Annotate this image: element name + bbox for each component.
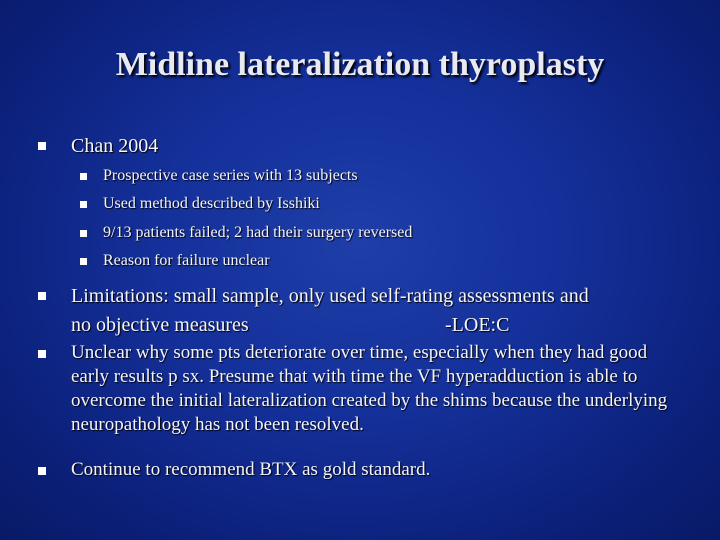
sub-bullet-square-icon <box>80 201 87 208</box>
sub-bullet-case-series: Prospective case series with 13 subjects <box>103 167 358 184</box>
bullet-unclear-line3: overcome the initial lateralization created by the shims because the underlying <box>71 390 668 411</box>
slide-title: Midline lateralization thyroplasty <box>115 46 605 83</box>
sub-bullet-square-icon <box>80 258 87 265</box>
bullet-square-icon <box>38 292 46 300</box>
bullet-limitations-line1: Limitations: small sample, only used self-rating assessments and <box>71 285 589 307</box>
bullet-btx-gold-standard: Continue to recommend BTX as gold standard. <box>71 459 431 480</box>
sub-bullet-square-icon <box>80 173 87 180</box>
bullet-unclear-line2: early results p sx. Presume that with time the VF hyperadduction is able to <box>71 366 638 387</box>
sub-bullet-reason: Reason for failure unclear <box>103 252 270 269</box>
bullet-limitations-line2: no objective measures <box>71 314 249 336</box>
bullet-square-icon <box>38 142 46 150</box>
loe-label: -LOE:C <box>445 314 510 336</box>
bullet-square-icon <box>38 350 46 358</box>
sub-bullet-method: Used method described by Isshiki <box>103 195 320 212</box>
bullet-chan-2004: Chan 2004 <box>71 135 159 157</box>
sub-bullet-failed: 9/13 patients failed; 2 had their surgery reversed <box>103 224 413 241</box>
sub-bullet-square-icon <box>80 230 87 237</box>
bullet-unclear-line4: neuropathology has not been resolved. <box>71 414 364 435</box>
bullet-square-icon <box>38 467 46 475</box>
bullet-unclear-line1: Unclear why some pts deteriorate over time, especially when they had good <box>71 342 648 363</box>
